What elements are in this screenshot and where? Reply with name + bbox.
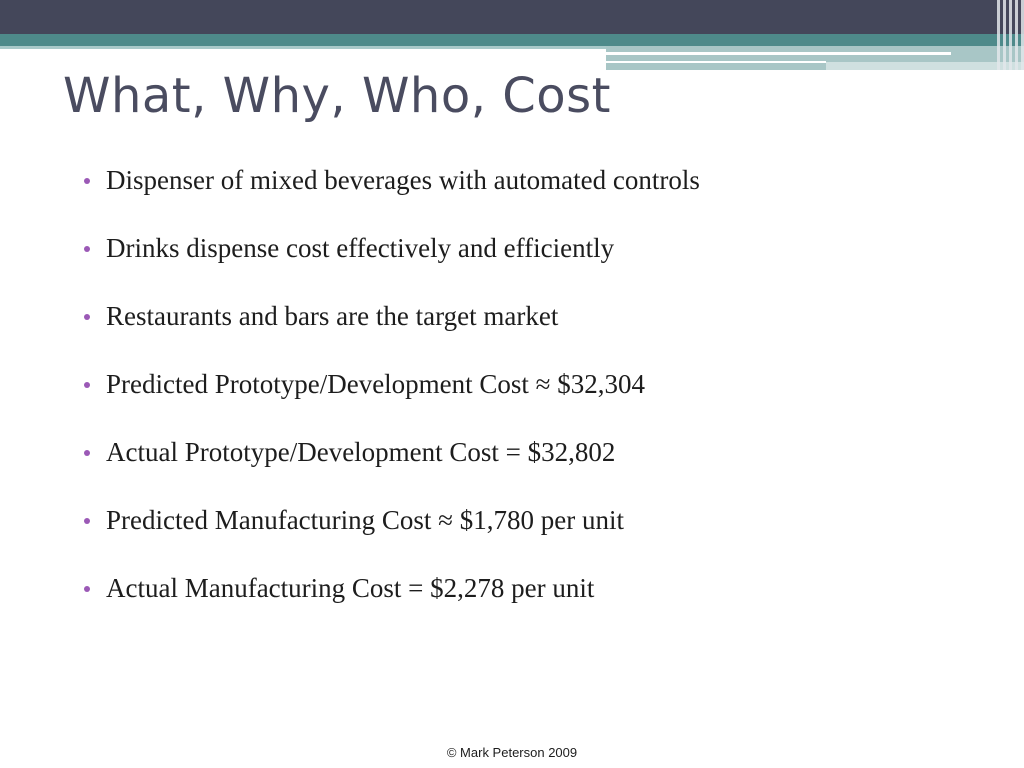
bullet-dot-icon	[84, 586, 90, 592]
bullet-dot-icon	[84, 246, 90, 252]
footer-copyright: © Mark Peterson 2009	[446, 745, 578, 760]
stripe	[1003, 0, 1006, 70]
stripe	[997, 0, 1000, 70]
stripe	[1009, 0, 1012, 70]
bullet-item	[80, 570, 700, 638]
bullet-item	[80, 502, 700, 570]
bullet-text: Predicted Prototype/Development Cost ≈ $32,304	[106, 369, 645, 399]
bullet-text: Actual Prototype/Development Cost = $32,802	[106, 437, 616, 467]
header-band-teal	[0, 34, 1024, 46]
bullet-text: Actual Manufacturing Cost = $2,278 per unit	[106, 573, 595, 603]
bullet-text: Predicted Manufacturing Cost ≈ $1,780 per unit	[106, 505, 624, 535]
bullet-item	[80, 366, 700, 434]
bullet-item	[80, 434, 700, 502]
bullet-item	[80, 230, 700, 298]
bullet-dot-icon	[84, 314, 90, 320]
slide-title: What, Why, Who, Cost	[63, 68, 611, 124]
bullet-dot-icon	[84, 450, 90, 456]
bullet-item	[80, 162, 700, 230]
bullet-dot-icon	[84, 178, 90, 184]
bullet-text: Drinks dispense cost effectively and efficiently	[106, 233, 615, 263]
header-accent-line	[606, 61, 826, 63]
bullet-dot-icon	[84, 518, 90, 524]
bullet-text: Dispenser of mixed beverages with automated controls	[106, 165, 700, 195]
bullet-item	[80, 298, 700, 366]
bullet-list	[80, 162, 700, 638]
bullet-dot-icon	[84, 382, 90, 388]
header-accent-line	[606, 52, 951, 55]
stripe	[1015, 0, 1018, 70]
header-vertical-stripes	[994, 0, 1024, 70]
header-band-dark	[0, 0, 1024, 34]
bullet-text: Restaurants and bars are the target market	[106, 301, 559, 331]
